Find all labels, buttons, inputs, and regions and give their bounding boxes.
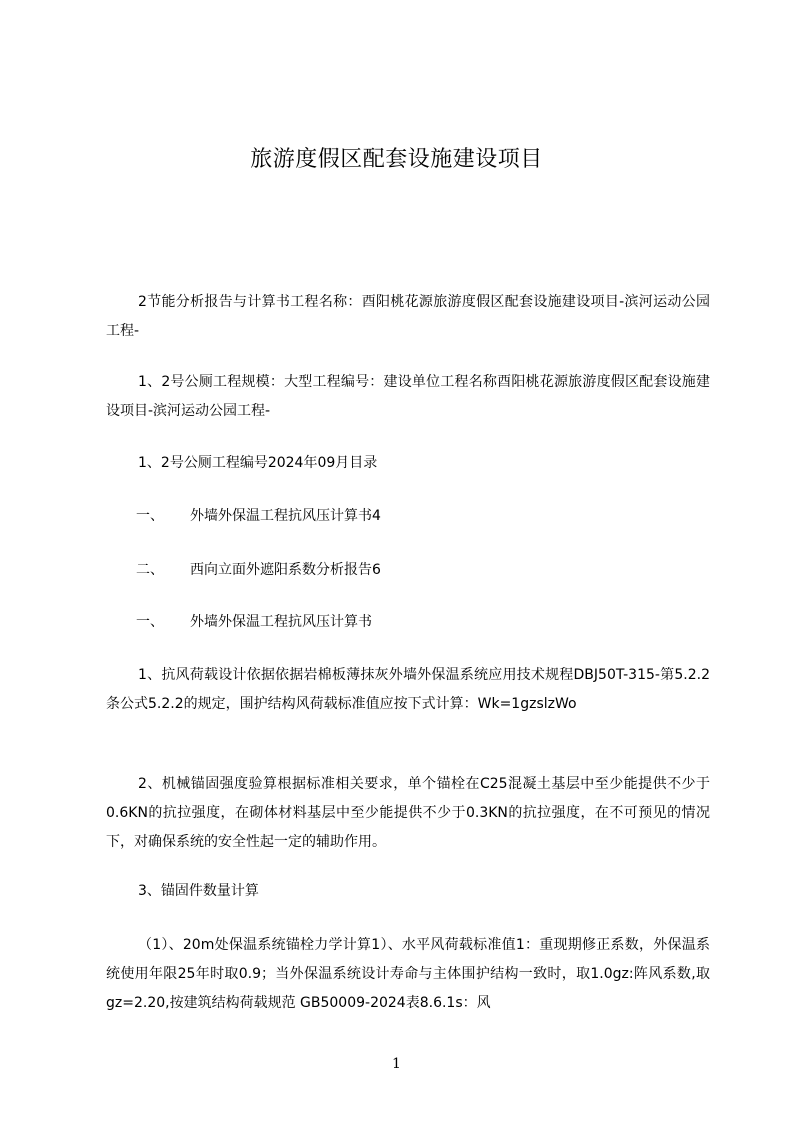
paragraph-anchor-strength: 2、机械锚固强度验算根据标准相关要求，单个锚栓在C25混凝土基层中至少能提供不少于0.6KN的抗拉强度，在砌体材料基层中至少能提供不少于0.3KN的抗拉强度，在不可预见的情况下，对确保系统的安全性起一定的辅助作用。 [106, 776, 710, 850]
section-heading-1-number: 一、 [136, 614, 164, 630]
toc-item-1-number: 一、 [136, 508, 164, 524]
toc-item-2 [106, 556, 710, 585]
section-heading-1 [106, 608, 710, 637]
toc-item-2-number: 二、 [136, 562, 164, 578]
paragraph-anchor-calculation: （1）、20m处保温系统锚栓力学计算1）、水平风荷载标准值1：重现期修正系数，外保温系统使用年限25年时取0.9；当外保温系统设计寿命与主体围护结构一致时，取1.0gz:阵风系数,取 gz=2.20,按建筑结构荷载规范 GB50009-2024表8.6.1s：风 [106, 937, 710, 1011]
paragraph-wind-load: 1、抗风荷载设计依据依据岩棉板薄抹灰外墙外保温系统应用技术规程DBJ50T-315-第5.2.2条公式5.2.2的规定，围护结构风荷载标准值应按下式计算：Wk=1gzslzWo [106, 667, 710, 712]
page-number: 1 [392, 1056, 401, 1072]
paragraph-anchor-count: 3、锚固件数量计算 [138, 883, 259, 899]
toc-item-2-text: 西向立面外遮阳系数分析报告6 [190, 562, 381, 578]
paragraph-project-number: 1、2号公厕工程编号2024年09月目录 [138, 455, 378, 471]
section-heading-1-text: 外墙外保温工程抗风压计算书 [190, 614, 372, 630]
paragraph-project-name: 2节能分析报告与计算书工程名称：酉阳桃花源旅游度假区配套设施建设项目-滨河运动公园工程- [106, 294, 710, 339]
toc-item-1 [106, 502, 710, 531]
paragraph-project-scale: 1、2号公厕工程规模：大型工程编号：建设单位工程名称酉阳桃花源旅游度假区配套设施建设项目-滨河运动公园工程- [106, 374, 710, 419]
toc-item-1-text: 外墙外保温工程抗风压计算书4 [190, 508, 381, 524]
document-title: 旅游度假区配套设施建设项目 [250, 147, 543, 172]
